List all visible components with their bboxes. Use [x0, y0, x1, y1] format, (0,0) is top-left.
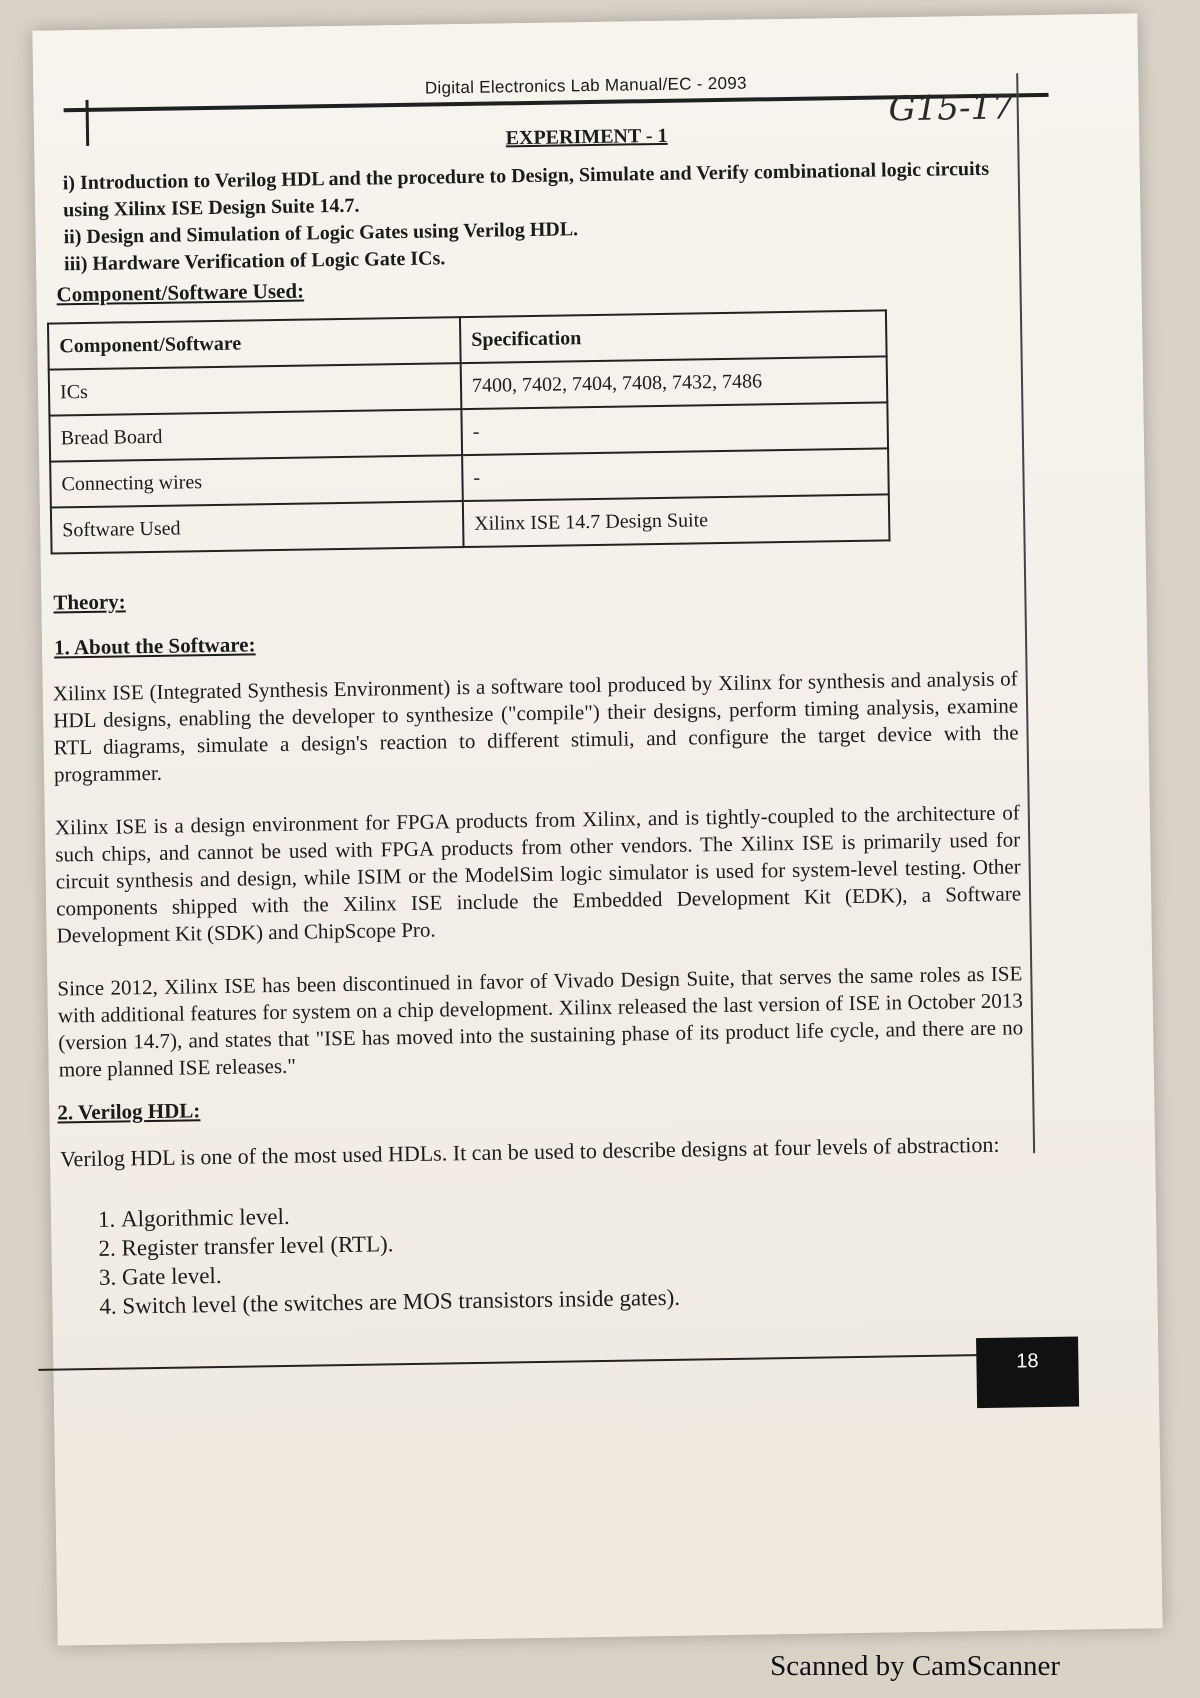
section1-body [53, 665, 1025, 1109]
table-cell: Connecting wires [50, 455, 463, 507]
components-table [47, 309, 891, 554]
components-heading: Component/Software Used: [56, 278, 305, 307]
footer-rule [38, 1353, 1038, 1371]
table-cell: ICs [49, 363, 462, 415]
table-cell: - [462, 448, 889, 501]
list-item: 1. Algorithmic level. [121, 1196, 679, 1234]
table-cell: Software Used [51, 501, 464, 553]
theory-heading: Theory: [53, 589, 126, 615]
aim-item: iii) Hardware Verification of Logic Gate ICs. [63, 247, 446, 276]
abstraction-levels-list [81, 1196, 680, 1321]
table-cell: 7400, 7402, 7404, 7408, 7432, 7486 [461, 356, 888, 409]
list-item: 2. Register transfer level (RTL). [121, 1225, 679, 1263]
list-item: 3. Gate level. [122, 1254, 680, 1292]
manual-header: Digital Electronics Lab Manual/EC - 2093 [424, 73, 747, 98]
experiment-title: EXPERIMENT - 1 [505, 124, 668, 150]
aim-item: ii) Design and Simulation of Logic Gates using Verilog HDL. [63, 218, 579, 249]
column-header: Specification [460, 310, 887, 363]
table-cell: Xilinx ISE 14.7 Design Suite [463, 494, 890, 547]
handwritten-note: G15-17 [888, 87, 1015, 130]
paragraph: Xilinx ISE is a design environment for FPGA products from Xilinx, and is tightly-coupled to the architecture of such chips, and cannot be used with FPGA products from other vendors. The Xilinx ISE is primarily used for circuit synthesis and design, while ISIM or the ModelSim logic simulator is used for system-level testing. Other components shipped with the Xilinx ISE include the Embedded Development Kit (EDK), a Software Development Kit (SDK) and ChipScope Pro. [54, 800, 1022, 948]
section2-heading: 2. Verilog HDL: [57, 1098, 201, 1125]
scanner-watermark: Scanned by CamScanner [770, 1650, 1060, 1682]
experiment-aims [63, 155, 1025, 278]
paragraph: Xilinx ISE (Integrated Synthesis Environment) is a software tool produced by Xilinx for synthesis and analysis of HDL designs, enabling the developer to synthesize ("compile") their designs, perform timing analysis, examine RTL diagrams, simulate a design's reaction to different stimuli, and configure the target device with the programmer. [52, 666, 1019, 787]
column-header: Component/Software [48, 317, 461, 369]
page-number: 18 [976, 1337, 1079, 1409]
list-item: 4. Switch level (the switches are MOS transistors inside gates). [122, 1283, 680, 1321]
aim-item: i) Introduction to Verilog HDL and the procedure to Design, Simulate and Verify combinational logic circuits using Xilinx ISE Design Suite 14.7. [62, 157, 990, 222]
table-cell: Bread Board [49, 409, 462, 461]
section2-intro: Verilog HDL is one of the most used HDLs. It can be used to describe designs at four levels of abstraction: [59, 1131, 1000, 1172]
document-page [32, 13, 1162, 1645]
section1-heading: 1. About the Software: [53, 632, 256, 660]
paragraph: Since 2012, Xilinx ISE has been discontinued in favor of Vivado Design Suite, that serves the same roles as ISE with additional features for system on a chip development. Xilinx released the last version of ISE in October 2013 (version 14.7), and states that "ISE has moved into the sustaining phase of its product life cycle, and there are no more planned ISE releases." [57, 961, 1024, 1082]
table-cell: - [461, 402, 888, 455]
